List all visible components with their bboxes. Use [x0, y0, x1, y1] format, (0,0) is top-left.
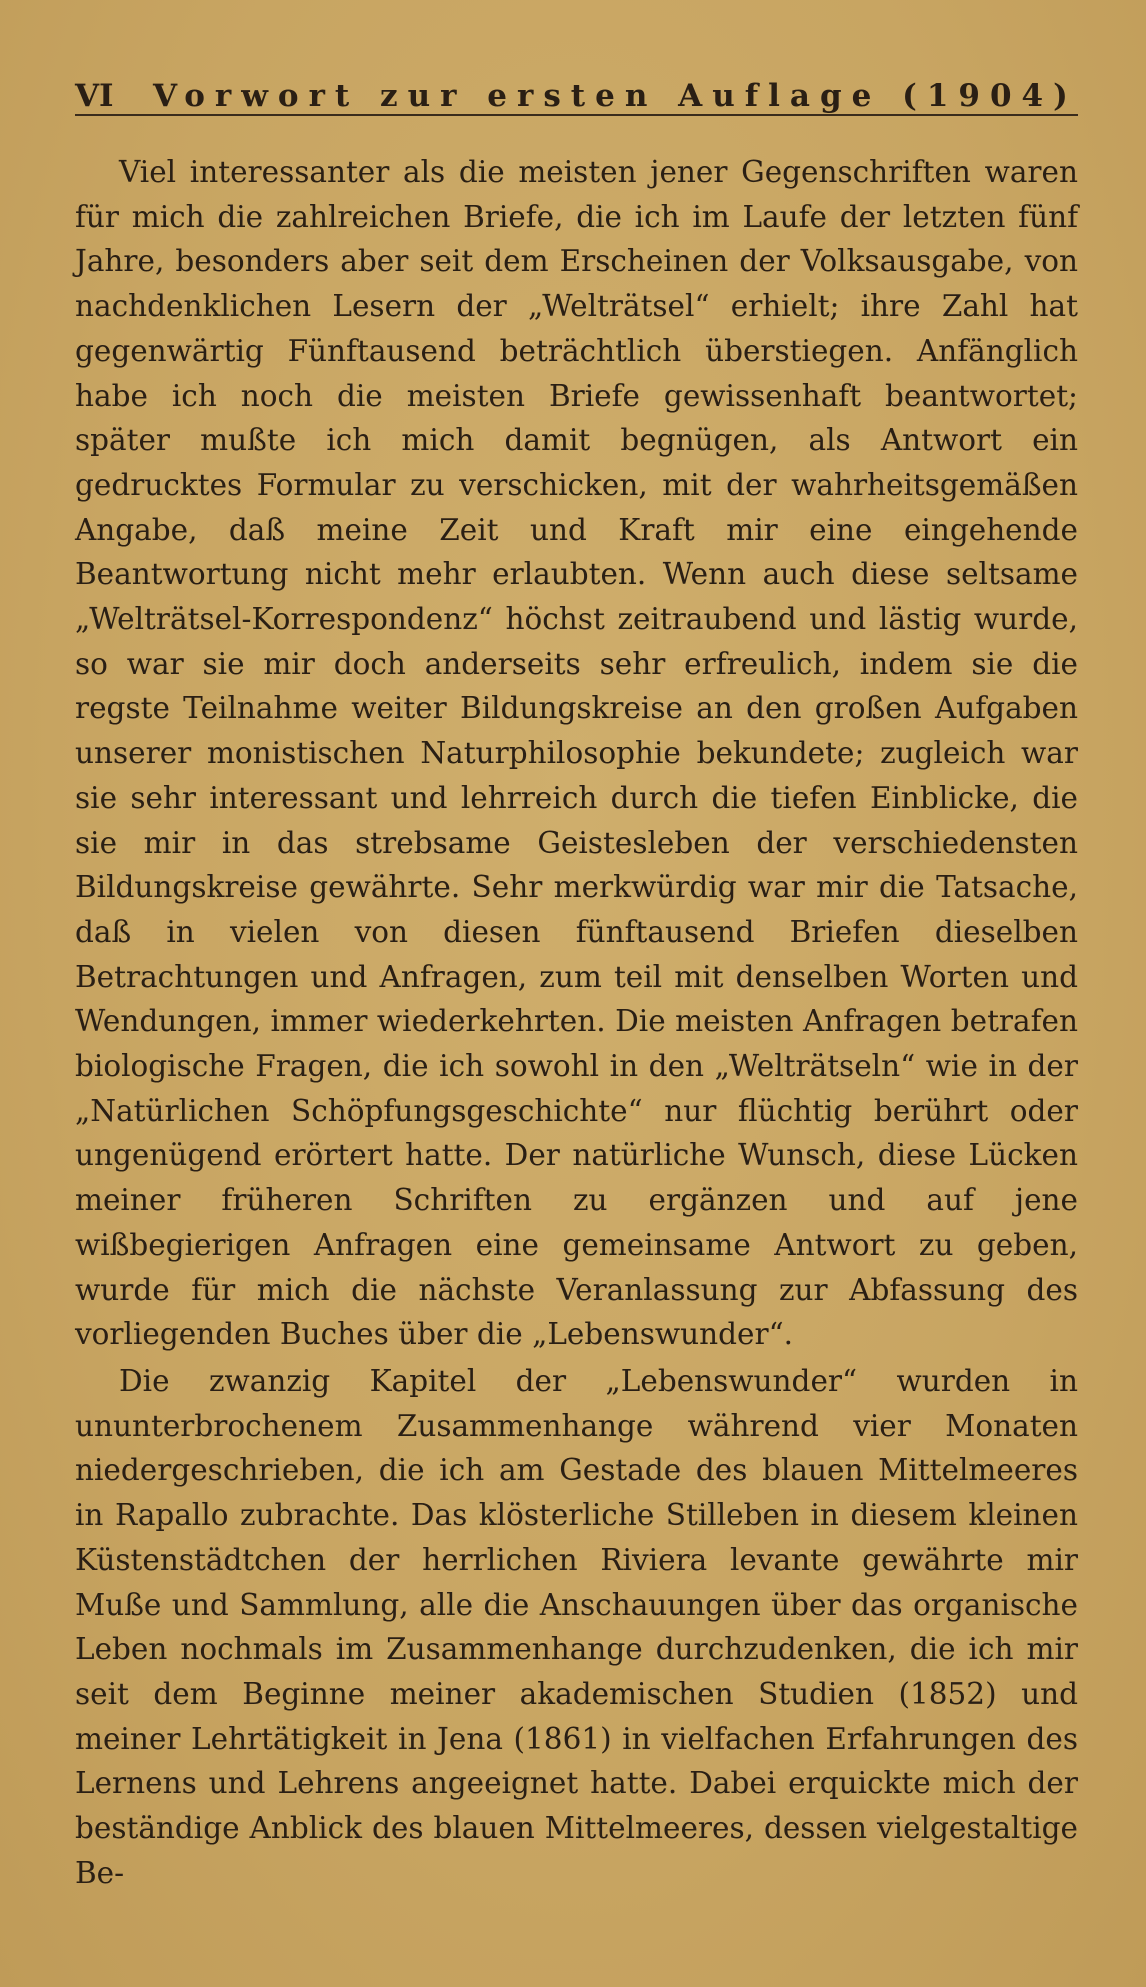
paragraph: Die zwanzig Kapitel der „Lebenswunder“ wurden in ununterbrochenem Zusammenhange während vier Monaten niedergeschrieben, die ich am Gestade des blauen Mittelmeeres in Rapallo zubrachte. Das klösterliche Stilleben in diesem kleinen Küstenstädtchen der herrlichen Riviera levante gewährte mir Muße und Sammlung, alle die Anschauungen über das organische Leben nochmals im Zusammenhange durchzudenken, die ich mir seit dem Beginne meiner akademischen Studien (1852) und meiner Lehrtätigkeit in Jena (1861) in vielfachen Erfahrungen des Lernens und Lehrens angeeignet hatte. Dabei erquickte mich der beständige Anblick des blauen Mittelmeeres, dessen vielgestaltige Be-	[75, 1363, 1078, 1890]
page-body	[75, 150, 1078, 1895]
page-header	[75, 70, 1078, 116]
running-title: Vorwort zur ersten Auflage (1904)	[153, 78, 1078, 114]
page-number: VI	[75, 78, 114, 114]
paragraph: Viel interessanter als die meisten jener Gegenschriften waren für mich die zahlreichen Briefe, die ich im Laufe der letzten fünf Jahre, besonders aber seit dem Erscheinen der Volksausgabe, von nachdenklichen Lesern der „Welträtsel“ erhielt; ihre Zahl hat gegenwärtig Fünftausend beträchtlich überstiegen. Anfänglich habe ich noch die meisten Briefe gewissenhaft beantwortet; später mußte ich mich damit begnügen, als Antwort ein gedrucktes Formular zu verschicken, mit der wahrheitsgemäßen Angabe, daß meine Zeit und Kraft mir eine eingehende Beantwortung nicht mehr erlaubten. Wenn auch diese seltsame „Welträtsel-Korrespondenz“ höchst zeitraubend und lästig wurde, so war sie mir doch anderseits sehr erfreulich, indem sie die regste Teilnahme weiter Bildungskreise an den großen Aufgaben unserer monistischen Naturphilosophie bekundete; zugleich war sie sehr interessant und lehrreich durch die tiefen Einblicke, die sie mir in das strebsame Geistesleben der verschiedensten Bildungskreise gewährte. Sehr merkwürdig war mir die Tatsache, daß in vielen von diesen fünftausend Briefen dieselben Betrachtungen und Anfragen, zum teil mit denselben Worten und Wendungen, immer wiederkehrten. Die meisten Anfragen betrafen biologische Fragen, die ich sowohl in den „Welträtseln“ wie in der „Natürlichen Schöpfungsgeschichte“ nur flüchtig berührt oder ungenügend erörtert hatte. Der natürliche Wunsch, diese Lücken meiner früheren Schriften zu ergänzen und auf jene wißbegierigen Anfragen eine gemeinsame Antwort zu geben, wurde für mich die nächste Veranlassung zur Abfassung des vorliegenden Buches über die „Lebenswunder“.	[75, 155, 1078, 1352]
